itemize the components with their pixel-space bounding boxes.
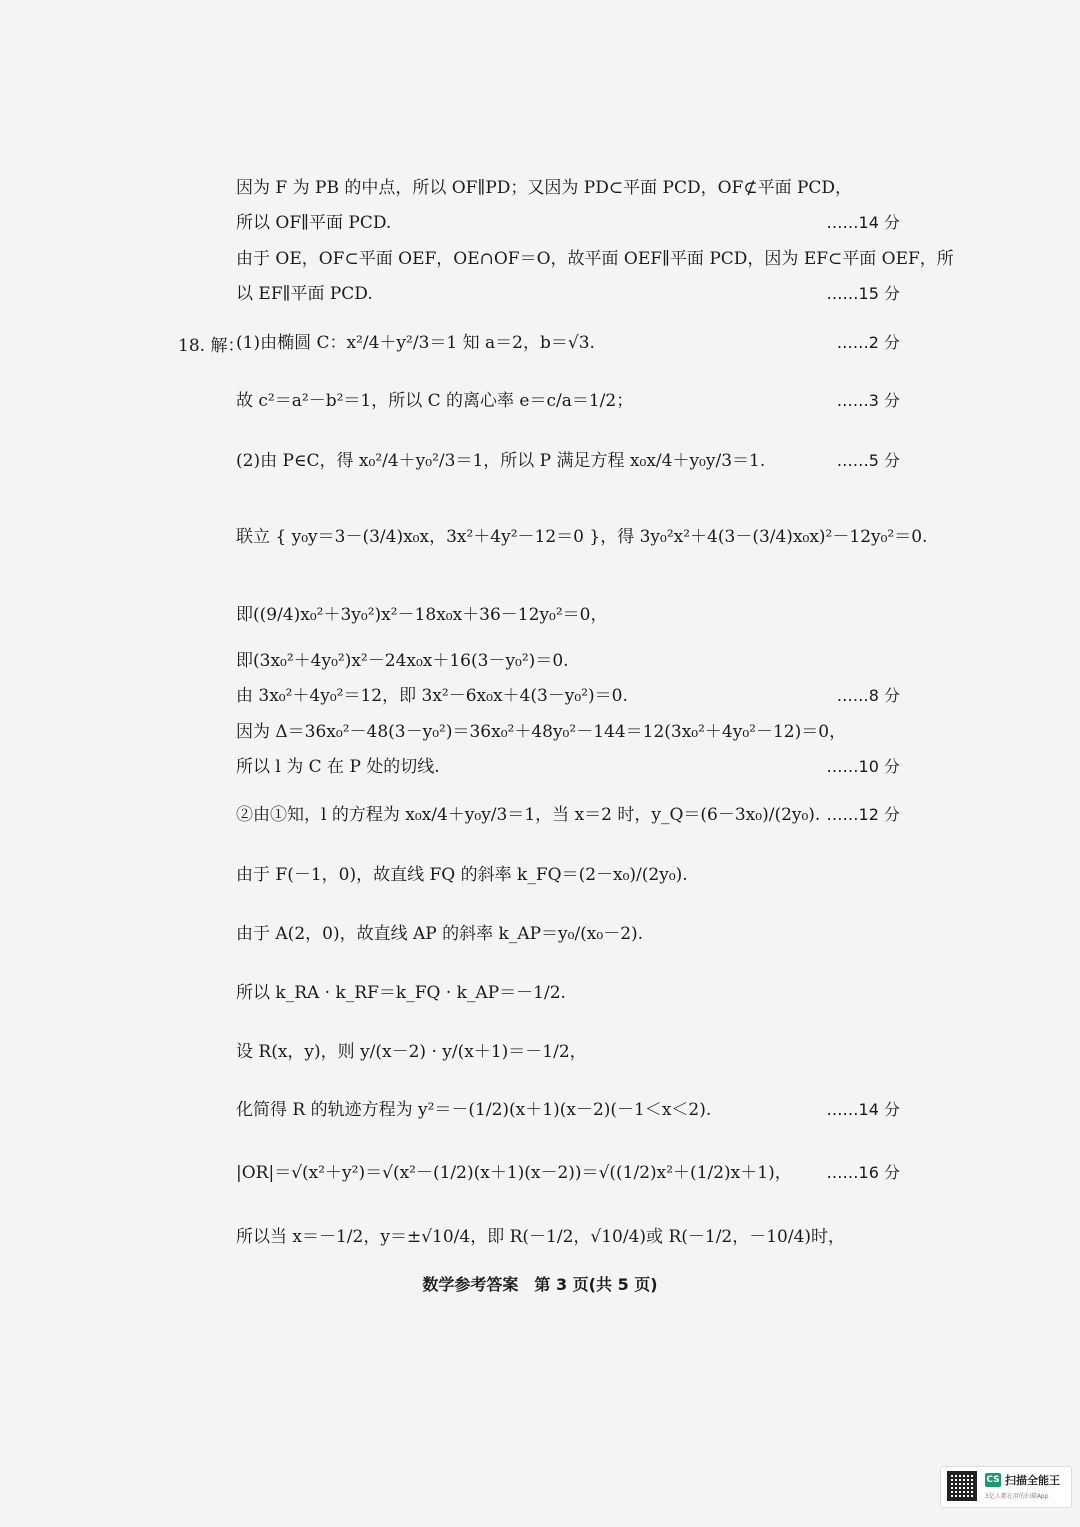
line-text: 因为 Δ＝36x₀²－48(3－y₀²)＝36x₀²＋48y₀²－144＝12(3x₀²＋4y₀²－12)＝0， [236, 722, 847, 742]
score-marker: ……16 分 [826, 1163, 900, 1182]
line-text: 设 R(x，y)，则 y/(x－2) · y/(x＋1)＝－1/2， [236, 1042, 587, 1062]
line-text: 所以 k_RA · k_RF＝k_FQ · k_AP＝－1/2. [236, 983, 566, 1003]
scanner-tagline: 3亿人都在用的扫描App [985, 1493, 1049, 1500]
page-footer: 数学参考答案 第 3 页(共 5 页) [422, 1275, 658, 1294]
line-text: 由于 OE，OF⊂平面 OEF，OE∩OF＝O，故平面 OEF∥平面 PCD，因为 EF⊂平面 OEF，所 [236, 249, 954, 269]
score-marker: ……12 分 [826, 805, 900, 824]
scanner-watermark [940, 1466, 1072, 1508]
score-marker: ……15 分 [826, 284, 900, 303]
line-text: 由于 F(－1，0)，故直线 FQ 的斜率 k_FQ＝(2－x₀)/(2y₀). [236, 865, 688, 885]
score-marker: ……5 分 [836, 451, 900, 470]
score-marker: ……8 分 [836, 686, 900, 705]
score-marker: ……3 分 [836, 391, 900, 410]
line-text: 所以 l 为 C 在 P 处的切线. [236, 757, 440, 777]
score-marker: ……2 分 [836, 333, 900, 352]
line-text: (1)由椭圆 C：x²/4＋y²/3＝1 知 a＝2，b＝√3. [236, 333, 595, 353]
line-text: 由 3x₀²＋4y₀²＝12，即 3x²－6x₀x＋4(3－y₀²)＝0. [236, 686, 628, 706]
score-marker: ……10 分 [826, 757, 900, 776]
line-text: 由于 A(2，0)，故直线 AP 的斜率 k_AP＝y₀/(x₀－2). [236, 924, 644, 944]
question-number: 18. 解： [178, 336, 245, 356]
line-text: 故 c²＝a²－b²＝1，所以 C 的离心率 e＝c/a＝1/2； [236, 391, 634, 411]
score-marker: ……14 分 [826, 1100, 900, 1119]
line-text: 以 EF∥平面 PCD. [236, 284, 373, 304]
line-text: 即((9/4)x₀²＋3y₀²)x²－18x₀x＋36－12y₀²＝0， [236, 605, 608, 625]
line-text: 因为 F 为 PB 的中点，所以 OF∥PD；又因为 PD⊂平面 PCD，OF⊄平面 PCD， [236, 178, 853, 198]
line-text: 所以 OF∥平面 PCD. [236, 213, 392, 233]
scanner-app-name: 扫描全能王 [1005, 1474, 1060, 1487]
line-text: ②由①知，l 的方程为 x₀x/4＋y₀y/3＝1，当 x＝2 时，y_Q＝(6－3x₀)/(2y₀). [236, 805, 821, 825]
qr-code-icon [947, 1471, 977, 1501]
score-marker: ……14 分 [826, 213, 900, 232]
line-text: 所以当 x＝－1/2，y＝±√10/4，即 R(－1/2，√10/4)或 R(－1/2，－10/4)时， [236, 1227, 846, 1247]
line-text: 化简得 R 的轨迹方程为 y²＝－(1/2)(x＋1)(x－2)(－1＜x＜2). [236, 1100, 712, 1120]
line-text: 即(3x₀²＋4y₀²)x²－24x₀x＋16(3－y₀²)＝0. [236, 651, 569, 671]
line-text: (2)由 P∈C，得 x₀²/4＋y₀²/3＝1，所以 P 满足方程 x₀x/4＋y₀y/3＝1. [236, 451, 766, 471]
line-text: 联立 { y₀y＝3－(3/4)x₀x，3x²＋4y²－12＝0 }，得 3y₀²x²＋4(3－(3/4)x₀x)²－12y₀²＝0. [236, 527, 928, 547]
cs-logo-icon: CS [986, 1475, 1000, 1485]
line-text: |OR|＝√(x²＋y²)＝√(x²－(1/2)(x＋1)(x－2))＝√((1/2)x²＋(1/2)x＋1)， [236, 1163, 792, 1183]
